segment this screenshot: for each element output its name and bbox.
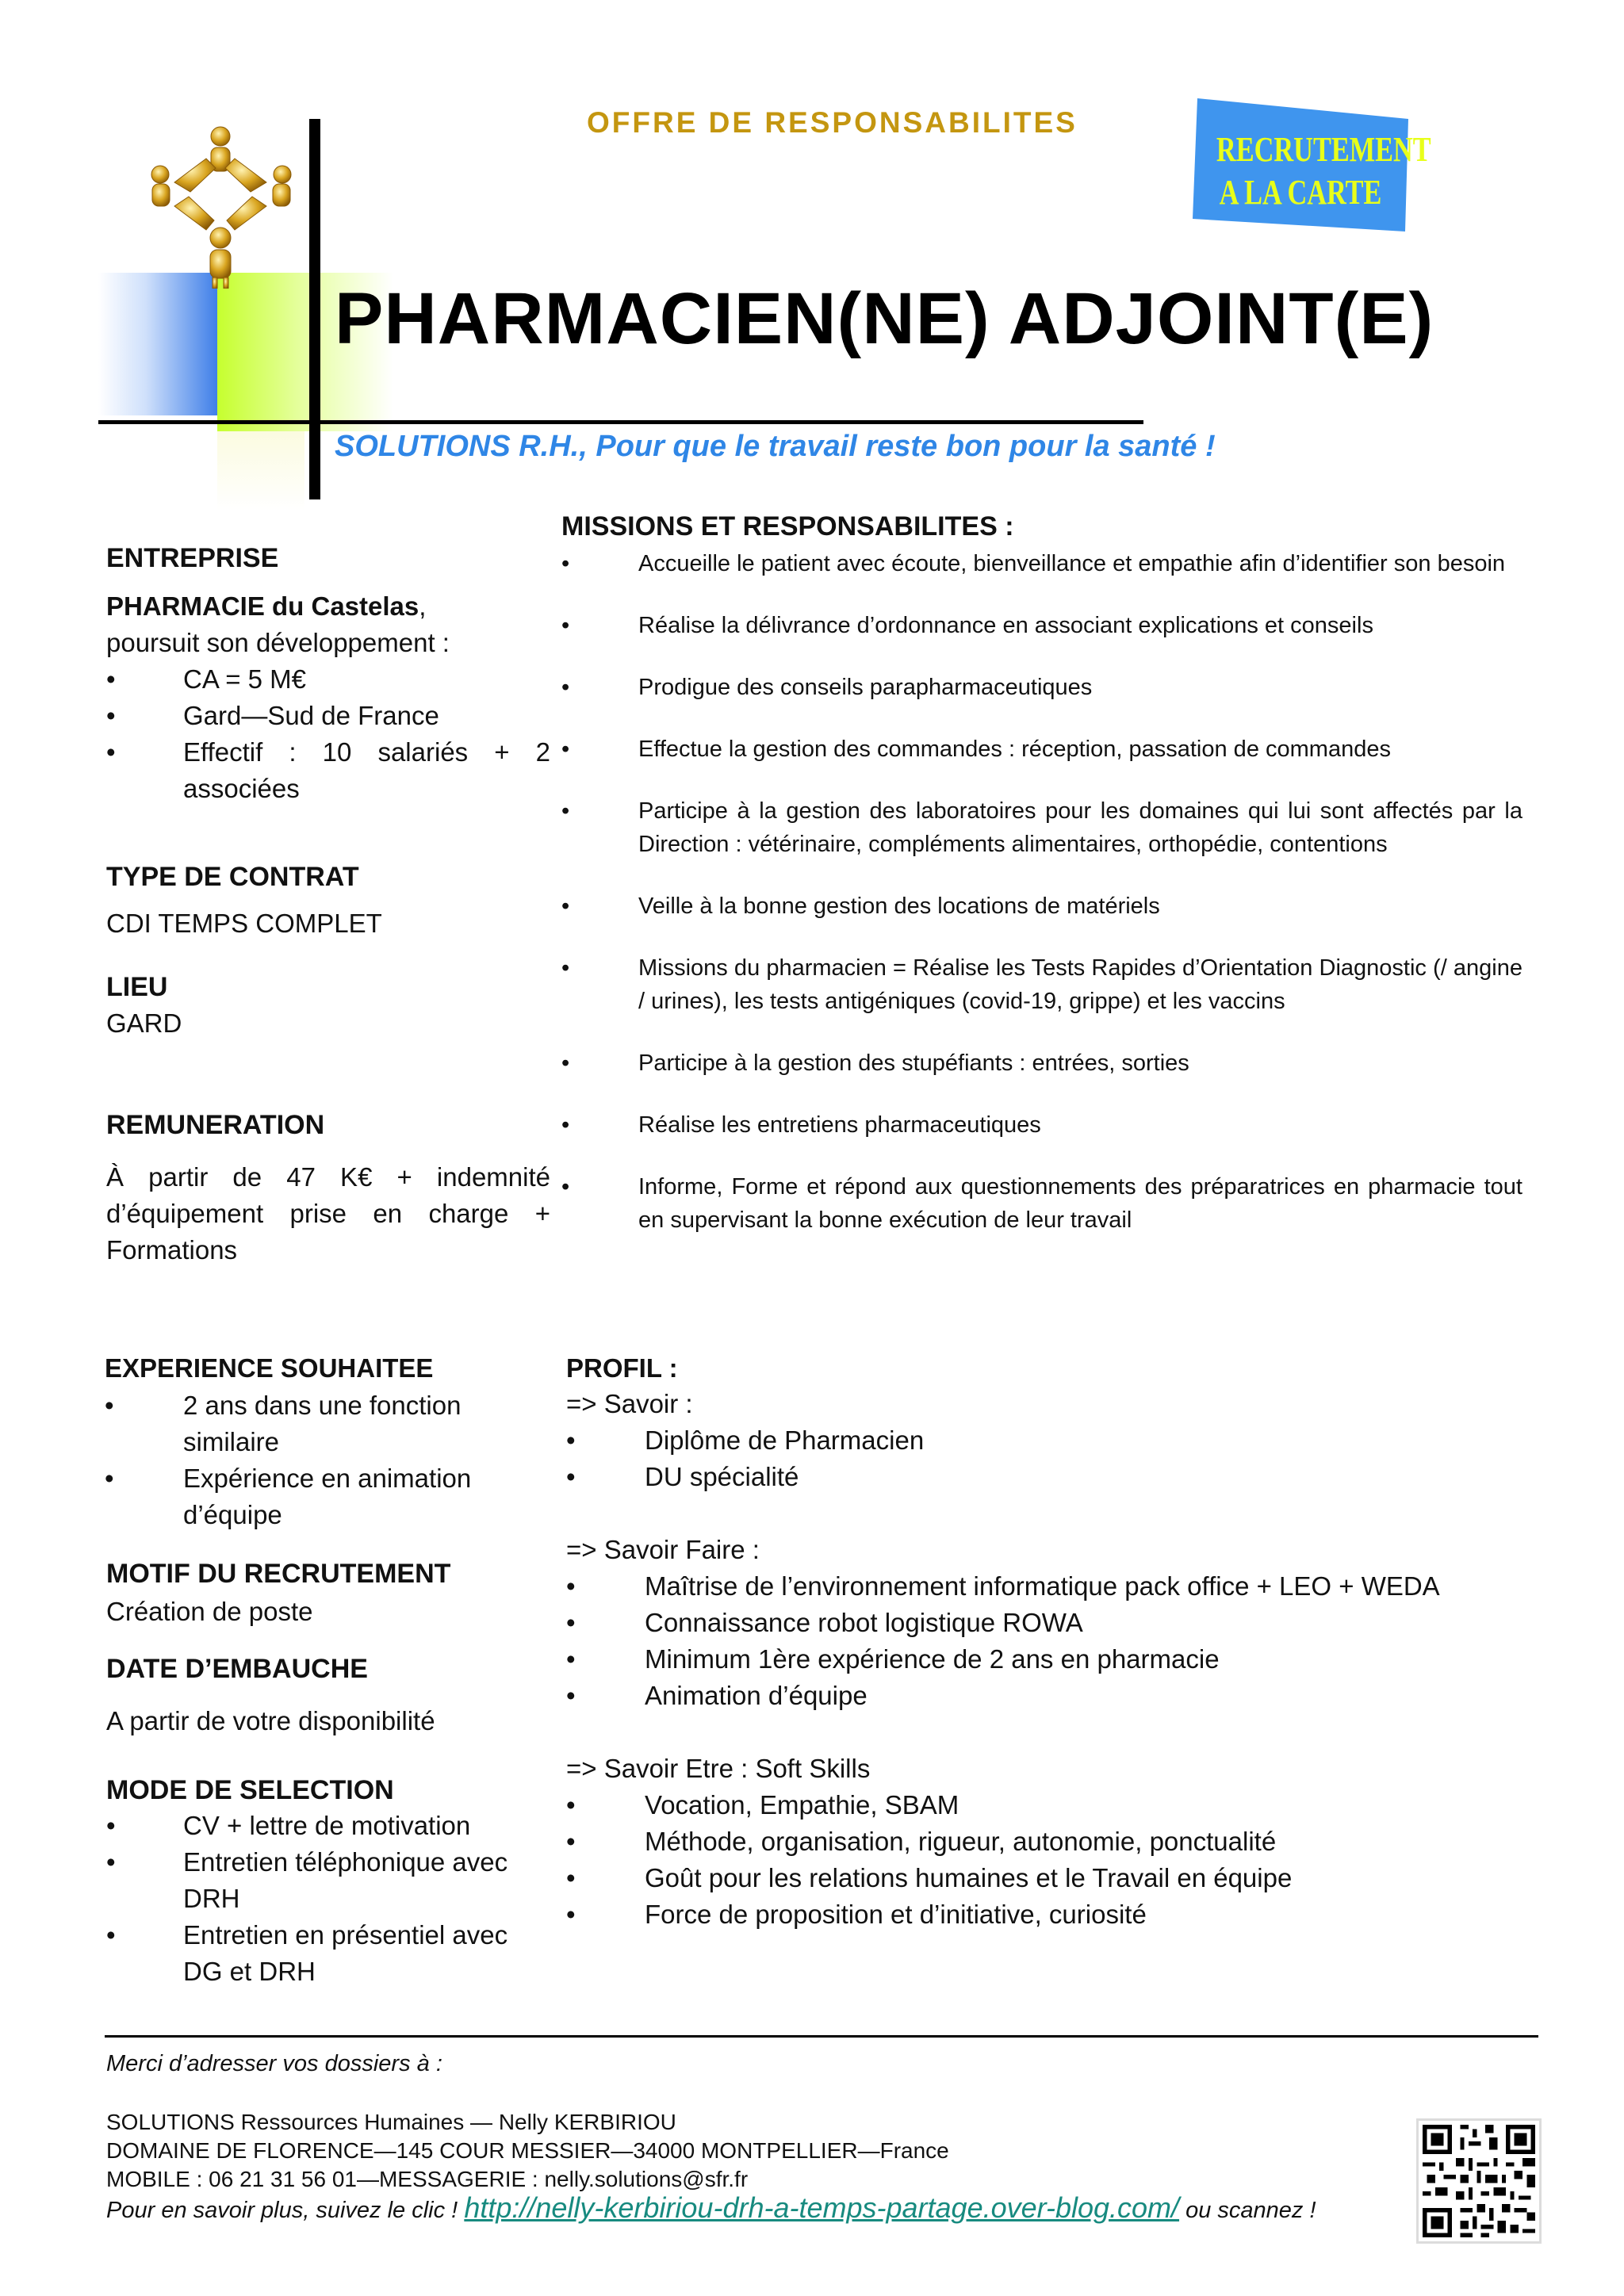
savoir-faire-list (566, 1568, 1534, 1714)
blog-link[interactable]: http://nelly-kerbiriou-drh-a-temps-partage.over-blog.com/ (464, 2191, 1180, 2224)
list-item: • Goût pour les relations humaines et le Travail en équipe (566, 1860, 1534, 1896)
experience-list (105, 1387, 549, 1533)
bullet-icon: • (561, 675, 570, 700)
date-heading: DATE D’EMBAUCHE (106, 1654, 368, 1684)
badge-line-2: A LA CARTE (1219, 173, 1382, 212)
bullet-icon: • (106, 664, 116, 694)
bullet-icon: • (106, 1811, 116, 1840)
bullet-icon: • (106, 1920, 116, 1950)
bullet-icon: • (566, 1571, 576, 1601)
section-profil (566, 1351, 1534, 1933)
list-item: • Gard—Sud de France (106, 698, 550, 734)
footer-contact: MOBILE : 06 21 31 56 01—MESSAGERIE : nelly.solutions@sfr.fr (106, 2167, 749, 2191)
footer-scan-text: ou scannez ! (1185, 2198, 1316, 2223)
list-item: • Force de proposition et d’initiative, curiosité (566, 1896, 1534, 1933)
list-item: • Connaissance robot logistique ROWA (566, 1605, 1534, 1641)
company-line (106, 588, 550, 625)
list-item: • Réalise les entretiens pharmaceutiques (561, 1108, 1522, 1142)
footer-divider (105, 2035, 1538, 2038)
list-item: • Participe à la gestion des stupéfiants : entrées, sorties (561, 1047, 1522, 1080)
bullet-icon: • (566, 1462, 576, 1491)
list-item: • Réalise la délivrance d’ordonnance en associant explications et conseils (561, 609, 1522, 642)
section-selection (106, 1773, 550, 1990)
list-item: • Veille à la bonne gestion des locations de matériels (561, 890, 1522, 923)
tagline: SOLUTIONS R.H., Pour que le travail reste bon pour la santé ! (335, 430, 1216, 463)
bullet-icon: • (566, 1644, 576, 1674)
savoir-list (566, 1422, 1534, 1495)
section-entreprise (106, 539, 550, 807)
bullet-icon: • (561, 955, 570, 981)
selection-list (106, 1808, 550, 1990)
bullet-icon: • (105, 1391, 114, 1420)
experience-heading: EXPERIENCE SOUHAITEE (105, 1353, 434, 1383)
bullet-icon: • (566, 1425, 576, 1455)
bullet-icon: • (561, 798, 570, 824)
savoir-etre-label: => Savoir Etre : Soft Skills (566, 1754, 871, 1783)
selection-heading: MODE DE SELECTION (106, 1775, 394, 1805)
bullet-icon: • (566, 1681, 576, 1710)
bullet-icon: • (561, 894, 570, 919)
list-item: • Effectif : 10 salariés + 2 associées (106, 734, 550, 807)
teamwork-figures-logo (143, 119, 298, 289)
lieu-heading: LIEU (106, 972, 168, 1002)
missions-heading: MISSIONS ET RESPONSABILITES : (561, 511, 1014, 541)
list-item: • Informe, Forme et répond aux questionnements des préparatrices en pharmacie tout en supervisant la bonne exécution de leur travail (561, 1170, 1522, 1237)
bullet-icon: • (566, 1900, 576, 1929)
list-item: • Missions du pharmacien = Réalise les Tests Rapides d’Orientation Diagnostic (/ angine / urines), les tests antigéniques (covid-19, grippe) et les vaccins (561, 951, 1522, 1018)
list-item: • CA = 5 M€ (106, 661, 550, 698)
company-name: PHARMACIE du Castelas (106, 591, 419, 621)
footer-intro: Merci d’adresser vos dossiers à : (106, 2051, 442, 2076)
bullet-icon: • (106, 737, 116, 767)
savoir-faire-label: => Savoir Faire : (566, 1535, 760, 1564)
entreprise-heading: ENTREPRISE (106, 543, 279, 573)
list-item: • Participe à la gestion des laboratoires pour les domaines qui lui sont affectés par la Direction : vétérinaire, compléments alimentaires, orthopédie, contentions (561, 794, 1522, 861)
list-item: • Expérience en animation d’équipe (105, 1460, 549, 1533)
motif-heading: MOTIF DU RECRUTEMENT (106, 1559, 451, 1589)
footer-clic-text: Pour en savoir plus, suivez le clic ! (106, 2198, 458, 2223)
savoir-etre-list (566, 1787, 1534, 1933)
remuneration-heading: REMUNERATION (106, 1110, 325, 1140)
motif-value: Création de poste (106, 1597, 313, 1626)
date-value: A partir de votre disponibilité (106, 1706, 435, 1735)
bullet-icon: • (106, 1847, 116, 1877)
list-item: • Entretien téléphonique avec DRH (106, 1844, 550, 1917)
section-missions (561, 506, 1522, 1265)
decor-blue-block (98, 273, 217, 415)
bullet-icon: • (561, 1050, 570, 1076)
company-description: poursuit son développement : (106, 628, 450, 657)
list-item: • Effectue la gestion des commandes : réception, passation de commandes (561, 733, 1522, 766)
company-comma: , (419, 591, 427, 621)
bullet-icon: • (105, 1464, 114, 1493)
bullet-icon: • (106, 701, 116, 730)
bullet-icon: • (566, 1790, 576, 1820)
bullet-icon: • (561, 1112, 570, 1138)
savoir-label: => Savoir : (566, 1389, 693, 1418)
remuneration-value: À partir de 47 K€ + indemnité d’équipement prise en charge + Formations (106, 1162, 550, 1265)
list-item: • CV + lettre de motivation (106, 1808, 550, 1844)
footer-link-line (106, 2191, 1316, 2224)
contrat-value: CDI TEMPS COMPLET (106, 909, 382, 938)
list-item: • Diplôme de Pharmacien (566, 1422, 1534, 1459)
list-item: • Minimum 1ère expérience de 2 ans en pharmacie (566, 1641, 1534, 1678)
bullet-icon: • (561, 613, 570, 638)
company-facts-list (106, 661, 550, 807)
bullet-icon: • (561, 737, 570, 762)
contrat-heading: TYPE DE CONTRAT (106, 862, 359, 892)
list-item: • Accueille le patient avec écoute, bienveillance et empathie afin d’identifier son besoin (561, 547, 1522, 580)
list-item: • Prodigue des conseils parapharmaceutiques (561, 671, 1522, 704)
offer-type-heading: OFFRE DE RESPONSABILITES (587, 106, 1078, 139)
decor-yellow-block (217, 431, 304, 511)
bullet-icon: • (566, 1863, 576, 1892)
header-vertical-rule (309, 119, 320, 499)
list-item: • 2 ans dans une fonction similaire (105, 1387, 549, 1460)
bullet-icon: • (561, 551, 570, 576)
header-horizontal-rule (98, 420, 1143, 424)
badge-text (1216, 128, 1431, 214)
footer-company: SOLUTIONS Ressources Humaines — Nelly KERBIRIOU (106, 2110, 676, 2134)
lieu-value: GARD (106, 1008, 182, 1038)
bullet-icon: • (566, 1827, 576, 1856)
profil-heading: PROFIL : (566, 1353, 678, 1383)
qr-code-icon[interactable] (1416, 2118, 1542, 2244)
job-title: PHARMACIEN(NE) ADJOINT(E) (335, 278, 1434, 359)
badge-line-1: RECRUTEMENT (1216, 130, 1431, 169)
list-item: • Méthode, organisation, rigueur, autonomie, ponctualité (566, 1823, 1534, 1860)
section-experience (105, 1353, 549, 1533)
list-item: • Animation d’équipe (566, 1678, 1534, 1714)
list-item: • Maîtrise de l’environnement informatique pack office + LEO + WEDA (566, 1568, 1534, 1605)
missions-list (561, 547, 1522, 1237)
list-item: • Vocation, Empathie, SBAM (566, 1787, 1534, 1823)
bullet-icon: • (561, 1174, 570, 1200)
bullet-icon: • (566, 1608, 576, 1637)
list-item: • DU spécialité (566, 1459, 1534, 1495)
footer-address: DOMAINE DE FLORENCE—145 COUR MESSIER—34000 MONTPELLIER—France (106, 2138, 949, 2163)
list-item: • Entretien en présentiel avec DG et DRH (106, 1917, 550, 1990)
